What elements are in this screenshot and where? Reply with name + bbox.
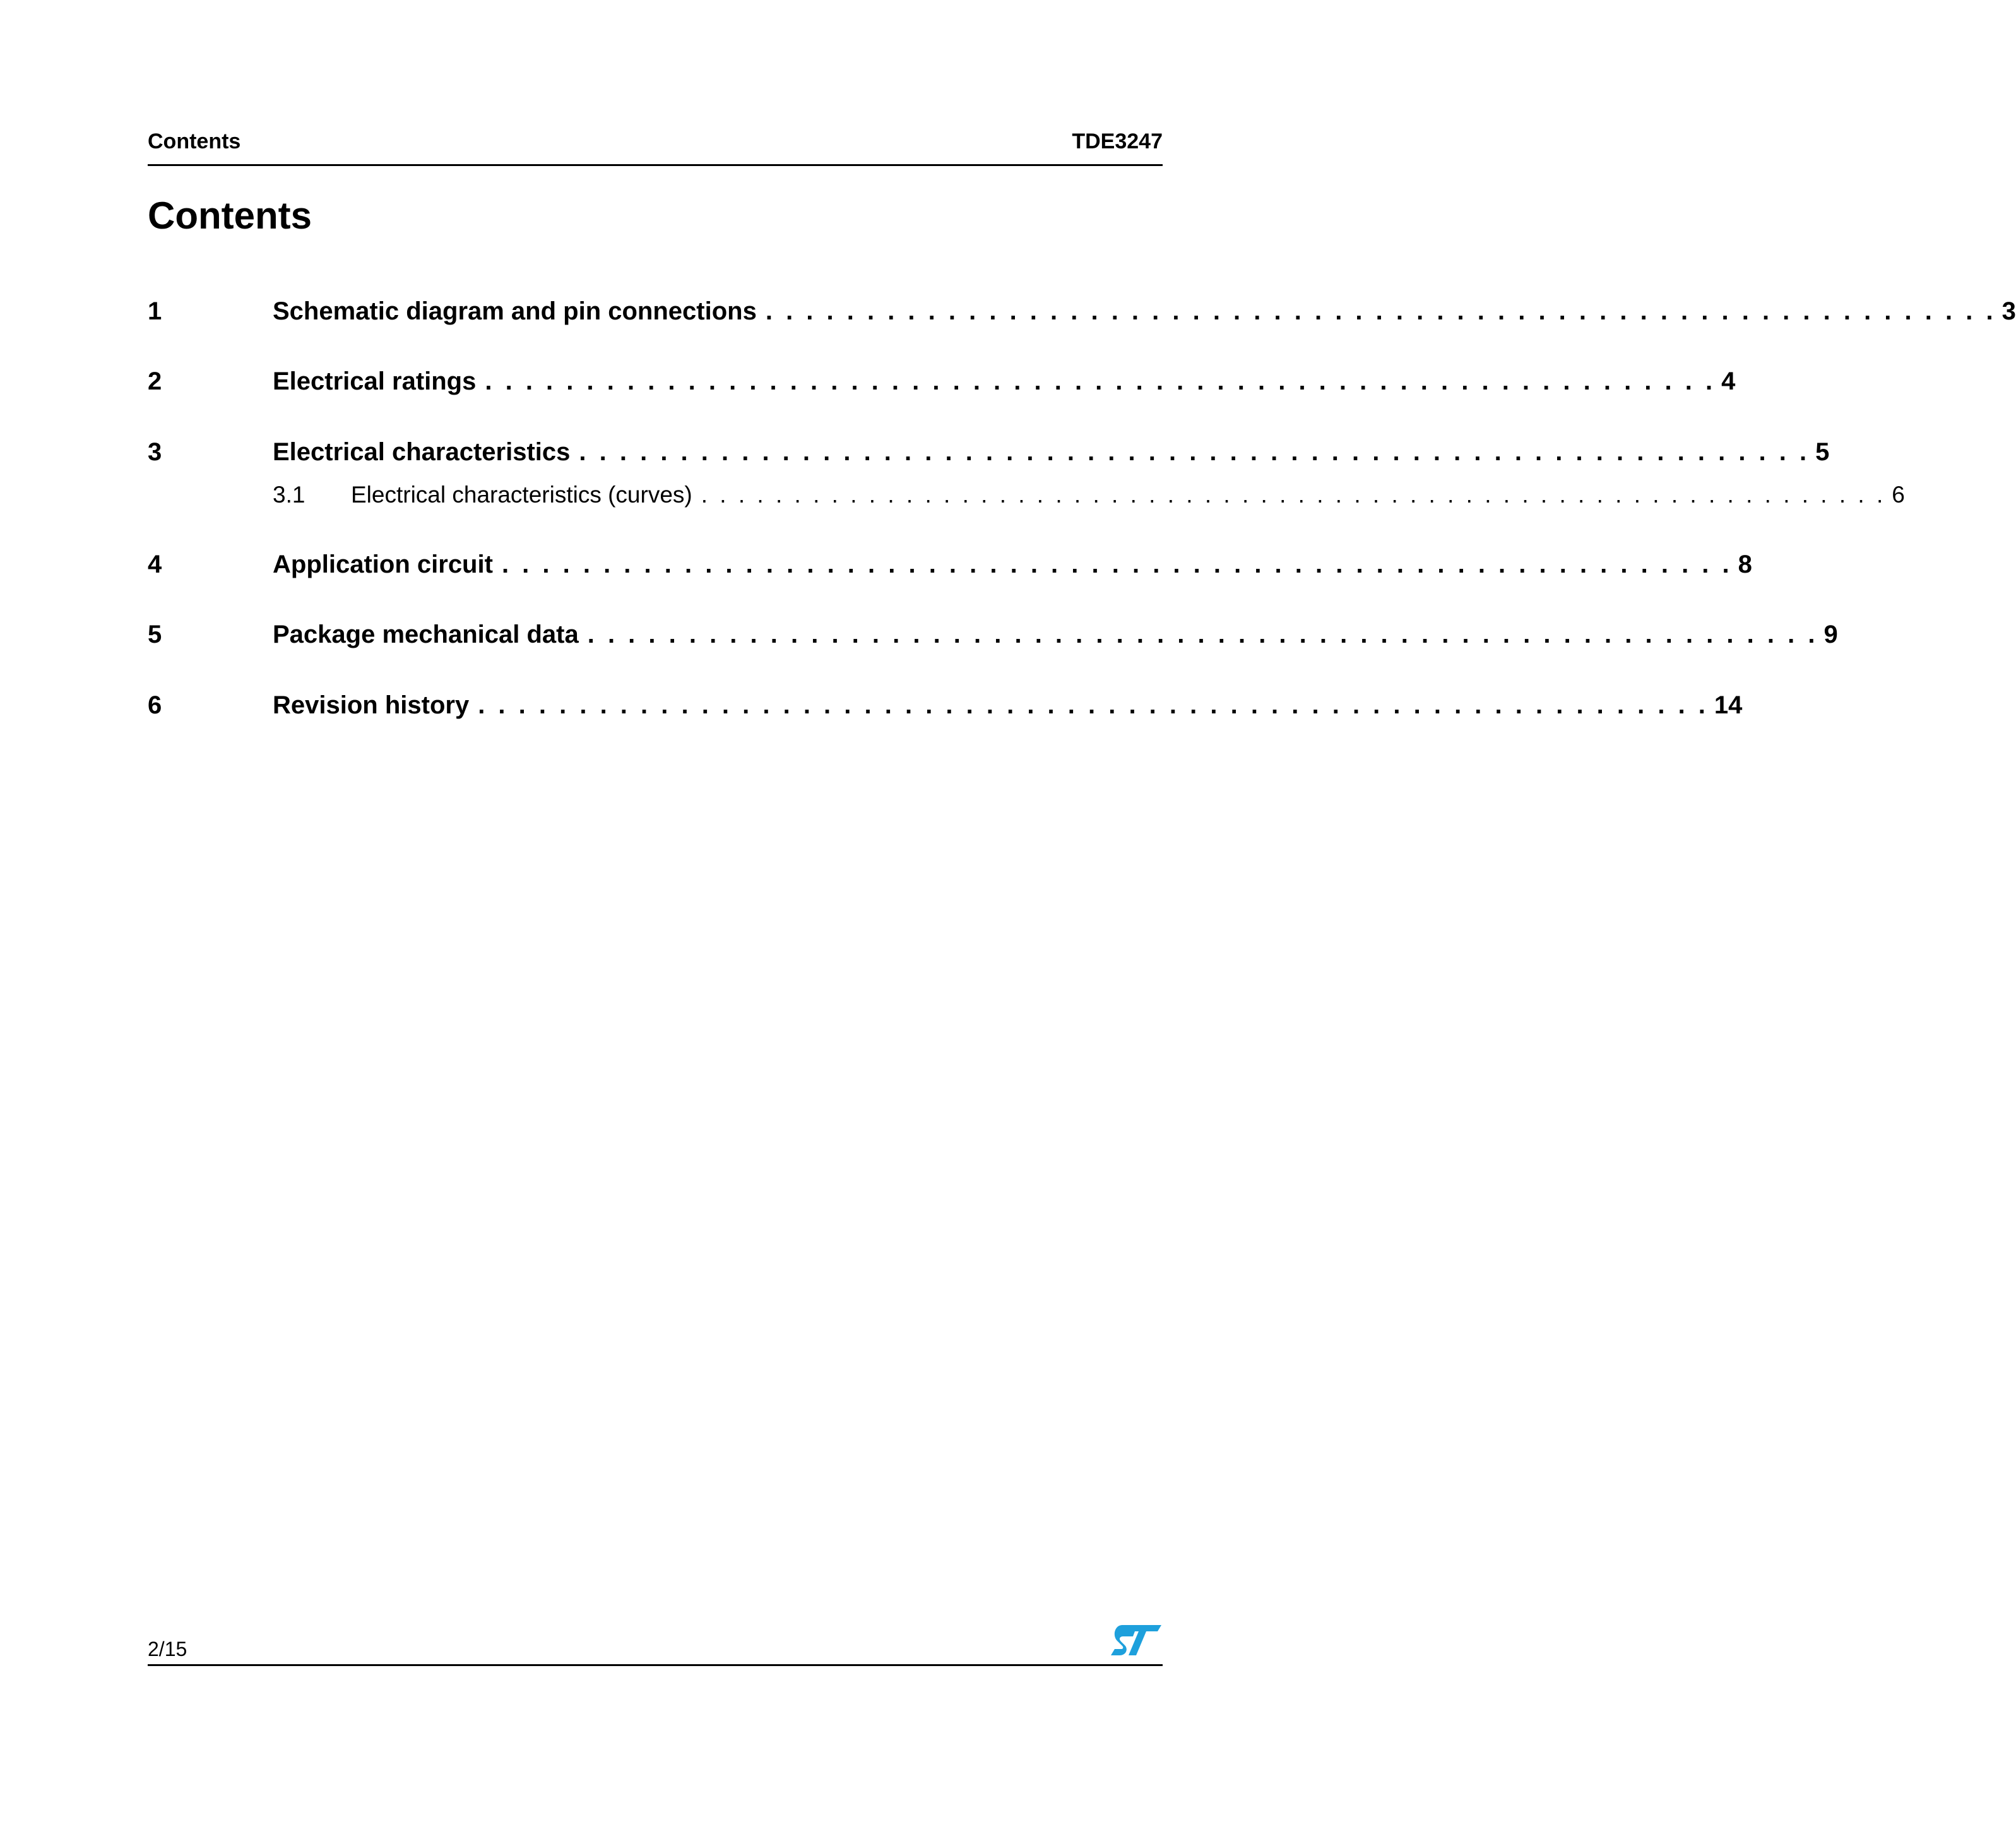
toc-leader-dots: . . . . . . . . . . . . . . . . . . . . . . . . . . . . . . . . . . . . . . . . . . . . . . . . . . . . . . . . . . . . . [501,550,1729,578]
toc-leader-dots: . . . . . . . . . . . . . . . . . . . . . . . . . . . . . . . . . . . . . . . . . . . . . . . . . . . . . . . . . . . . . . . . [701,482,1883,508]
toc-leader-dots: . . . . . . . . . . . . . . . . . . . . . . . . . . . . . . . . . . . . . . . . . . . . . . . . . . . . . . . . . . . . . [485,367,1713,395]
toc-entry-page[interactable]: 3 [2001,297,2016,325]
page-header [148,126,1163,166]
toc-entry-3-1[interactable] [148,476,1905,514]
toc-entry-title[interactable]: Revision history [273,691,470,719]
toc-entry-title[interactable]: Schematic diagram and pin connections [273,297,757,325]
toc-entry-1[interactable] [148,292,2016,330]
toc-entry-number: 3 [148,438,162,466]
toc-entry-title[interactable]: Application circuit [273,550,493,578]
toc-entry-page[interactable]: 9 [1823,620,1838,648]
toc-entry-title[interactable]: Electrical ratings [273,367,477,395]
toc-entry-4[interactable] [148,545,1752,583]
toc-entry-page[interactable]: 8 [1738,550,1752,578]
toc-entry-number: 6 [148,691,162,719]
st-logo-shape [1111,1625,1161,1655]
toc-entry-number: 3.1 [273,482,305,508]
toc-entry-page[interactable]: 5 [1815,438,1830,466]
toc-entry-title[interactable]: Package mechanical data [273,620,579,648]
toc-entry-number: 4 [148,550,162,578]
toc-entry-page[interactable]: 6 [1892,482,1905,508]
header-doc-id: TDE3247 [1072,129,1163,153]
toc-entry-3[interactable] [148,433,1830,471]
toc-entry-5[interactable] [148,616,1838,653]
footer-page-number: 2/15 [148,1638,187,1660]
toc-leader-dots: . . . . . . . . . . . . . . . . . . . . . . . . . . . . . . . . . . . . . . . . . . . . . . . . . . . . . . . . . . . . . [587,620,1815,648]
toc-entry-number: 5 [148,620,162,648]
toc-entry-6[interactable] [148,686,1743,724]
toc-leader-dots: . . . . . . . . . . . . . . . . . . . . . . . . . . . . . . . . . . . . . . . . . . . . . . . . . . . . . . . . . . . . . [478,691,1705,719]
toc-entry-page[interactable]: 14 [1714,691,1743,719]
toc-entry-number: 1 [148,297,162,325]
header-section-label: Contents [148,129,241,153]
page-title: Contents [148,194,312,237]
toc-entry-2[interactable] [148,362,1736,400]
toc-entry-title[interactable]: Electrical characteristics (curves) [351,482,692,508]
st-logo-icon [1110,1623,1163,1658]
page-footer [148,1623,1163,1666]
toc-leader-dots: . . . . . . . . . . . . . . . . . . . . . . . . . . . . . . . . . . . . . . . . . . . . . . . . . . . . . . . . . . . . . [579,438,1807,466]
toc-leader-dots: . . . . . . . . . . . . . . . . . . . . . . . . . . . . . . . . . . . . . . . . . . . . . . . . . . . . . . . . . . . . . [765,297,1993,325]
toc-entry-title[interactable]: Electrical characteristics [273,438,571,466]
toc-entry-number: 2 [148,367,162,395]
toc-entry-page[interactable]: 4 [1721,367,1736,395]
